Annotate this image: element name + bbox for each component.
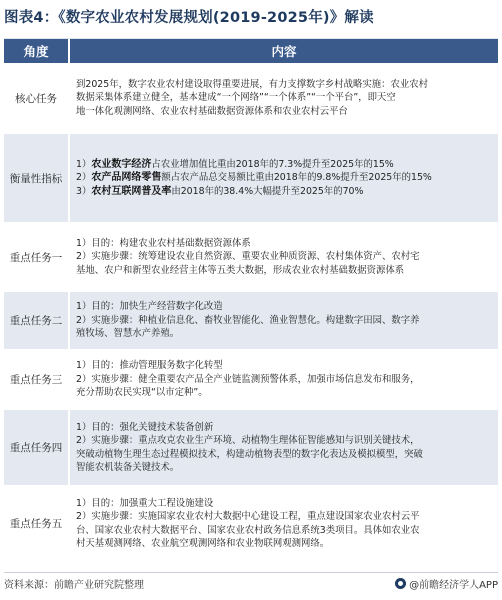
table-row	[4, 134, 498, 223]
brand-mark	[395, 576, 498, 591]
table-row	[4, 292, 498, 350]
row-label: 重点任务三	[4, 350, 70, 409]
indicator-detail: 额占农产品总交易额比重由2018年的9.8%提升至2025年的15%	[161, 172, 432, 184]
row-label: 衡量性指标	[4, 134, 70, 222]
brand-logo-icon	[395, 578, 406, 589]
row-label: 重点任务一	[4, 223, 70, 291]
content-line: 村天基观测网络、农业航空观测网络和农业物联网观测网络。	[76, 538, 330, 549]
content-line: 2）实施步骤：重点攻克农业生产环境、动植物生理体征智能感知与识别关键技术，	[76, 435, 420, 446]
footer	[4, 572, 498, 594]
table-row	[4, 350, 498, 410]
content-line: 数据采集体系建立健全，基本建成“一个网络”“一个体系”“一个平台”，即天空	[76, 92, 396, 104]
content-line: 2）实施步骤：统筹建设农业自然资源、重要农业种质资源、农村集体资产、农村宅	[76, 251, 420, 263]
brand-text: @前瞻经济学人APP	[409, 580, 498, 591]
row-content	[70, 410, 498, 485]
item-prefix: 3）	[76, 185, 92, 197]
indicator-detail: 由2018年的38.4%大幅提升至2025年的70%	[171, 185, 364, 197]
content-line: 充分帮助农民实现“以市定种”。	[76, 387, 208, 399]
content-line: 2）实施步骤：实施国家农业农村大数据中心建设工程，重点建设国家农业农村云平	[76, 511, 420, 522]
indicator-name: 农业数字经济	[91, 158, 152, 170]
row-content	[70, 63, 498, 133]
row-content	[70, 292, 498, 349]
indicator-item	[76, 185, 492, 199]
indicator-item	[76, 171, 492, 185]
source-note: 资料来源：前瞻产业研究院整理	[4, 580, 144, 591]
content-line: 地一体化观测网络、农业农村基础数据资源体系和农业农村云平台	[76, 105, 348, 117]
table-row	[4, 63, 498, 134]
content-line: 1）目的：推动管理服务数字化转型	[76, 360, 223, 372]
interpretation-table	[4, 38, 498, 562]
figure-title: 图表4：《数字农业农村发展规划(2019-2025年)》解读	[4, 10, 374, 26]
content-line: 台、国家农业农村大数据平台、国家农业农村政务信息系统3类项目。具体如农业农	[76, 524, 420, 536]
content-line: 1）目的：强化关键技术装备创新	[76, 421, 214, 433]
content-line: 智能农机装备关键技术。	[76, 462, 180, 473]
table-row	[4, 223, 498, 292]
row-label: 核心任务	[4, 63, 70, 133]
table-row	[4, 486, 498, 562]
content-line: 1）目的：构建农业农村基础数据资源体系	[76, 237, 251, 249]
content-line: 1）目的：加强重大工程设施建设	[76, 497, 214, 509]
indicator-name: 农村互联网普及率	[91, 185, 172, 197]
table-header	[4, 39, 498, 63]
table-row	[4, 410, 498, 486]
row-content	[70, 350, 498, 409]
item-prefix: 2）	[76, 172, 92, 184]
header-angle: 角度	[4, 39, 70, 63]
content-line: 到2025年，数字农业农村建设取得重要进展，有力支撑数字乡村战略实施：农业农村	[76, 78, 428, 90]
header-content: 内容	[271, 44, 297, 59]
content-line: 突破动植物生理生态过程模拟技术，构建动植物表型的数字化表达及模拟模型，突破	[76, 448, 423, 460]
row-content	[70, 486, 498, 561]
content-line: 2）实施步骤：健全重要农产品全产业链监测预警体系，加强市场信息发布和服务，	[76, 373, 420, 385]
content-line: 2）实施步骤：种植业信息化、畜牧业智能化、渔业智慧化。构建数字田园、数字养	[76, 314, 420, 326]
item-prefix: 1）	[76, 158, 92, 170]
indicator-detail: 占农业增加值比重由2018年的7.3%提升至2025年的15%	[151, 158, 394, 170]
content-line: 殖牧场、智慧水产养殖。	[76, 328, 180, 340]
row-content	[70, 134, 498, 222]
row-label: 重点任务五	[4, 486, 70, 561]
row-content	[70, 223, 498, 291]
content-line: 1）目的：加快生产经营数字化改造	[76, 301, 223, 313]
row-label: 重点任务二	[4, 292, 70, 349]
row-label: 重点任务四	[4, 410, 70, 485]
indicator-name: 农产品网络零售	[91, 172, 162, 184]
indicator-item	[76, 158, 492, 172]
content-line: 基地、农户和新型农业经营主体等五类大数据，形成农业农村基础数据资源体系	[76, 264, 405, 276]
